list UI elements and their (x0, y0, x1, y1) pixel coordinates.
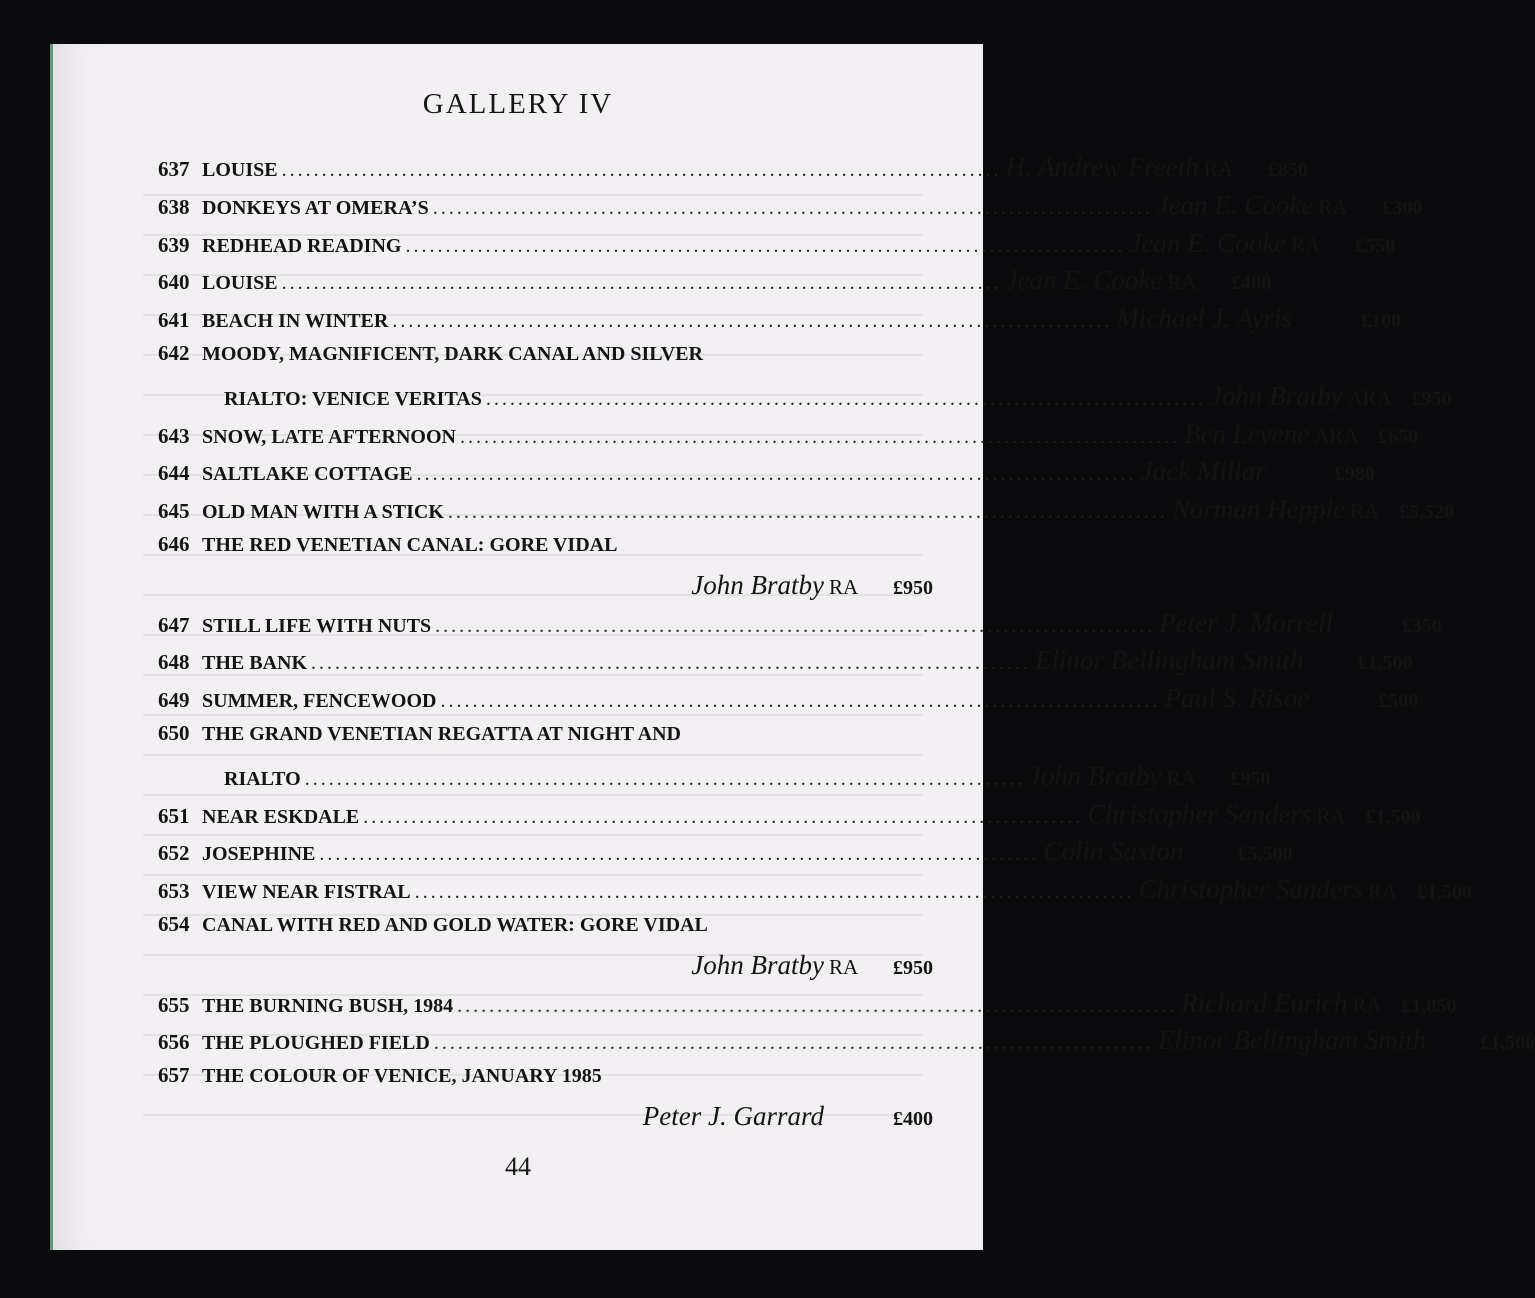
entry-number: 645 (158, 499, 190, 524)
entry-title-continued: RIALTO (224, 767, 301, 790)
catalogue-entry (158, 721, 933, 759)
entry-title: LOUISE (202, 272, 278, 295)
price: £950 (893, 576, 933, 599)
leader-dots: .......................................................................................... (432, 196, 1153, 219)
entry-number: 637 (158, 157, 190, 181)
artist-name: John Bratby (1028, 760, 1162, 791)
artist-name: John Bratby (691, 569, 824, 600)
price: £350 (1401, 614, 1442, 637)
leader-dots: .......................................................................................... (416, 463, 1137, 486)
catalogue-entry (158, 645, 1413, 683)
entry-number: 650 (158, 721, 190, 745)
artist-name: Peter J. Morrell (1159, 607, 1333, 638)
artist-name: Christopher Sanders (1138, 874, 1363, 905)
price: £500 (1378, 690, 1419, 713)
entry-title: LOUISE (202, 159, 278, 181)
price: £1,500 (1357, 652, 1413, 675)
entry-title: NEAR ESKDALE (202, 805, 360, 828)
artist-name: H. Andrew Freeth (1005, 152, 1199, 182)
artist-name: Jean E. Cooke (1129, 227, 1287, 258)
entry-number: 648 (158, 650, 190, 675)
artist-name: Ben Levene (1183, 418, 1310, 449)
price: £1,500 (1480, 1032, 1535, 1055)
entry-number: 640 (158, 270, 190, 295)
artist-honour: RA (1318, 194, 1348, 219)
catalogue-entry (158, 189, 1423, 228)
catalogue-entry (158, 303, 1402, 341)
artist-honour: RA (1352, 992, 1382, 1017)
artist-name: Jean E. Cooke (1005, 265, 1163, 296)
entry-title: THE GRAND VENETIAN REGATTA AT NIGHT AND (202, 723, 681, 745)
catalogue-entry (224, 380, 1452, 419)
price: £400 (1231, 272, 1272, 295)
artist-name: Christopher Sanders (1087, 798, 1312, 829)
leader-dots: .......................................................................................... (447, 501, 1168, 524)
entry-title-continued: RIALTO: VENICE VERITAS (224, 387, 482, 410)
price: £980 (1334, 463, 1375, 486)
price: £100 (1361, 310, 1402, 333)
catalogue-entry (158, 950, 933, 988)
entry-number: 639 (158, 232, 190, 257)
price: £1,850 (1401, 994, 1457, 1017)
entry-number: 651 (158, 803, 190, 828)
price: £950 (1411, 387, 1452, 410)
catalogue-entry (158, 1063, 933, 1101)
artist-name: Jack Millar (1140, 456, 1266, 487)
entry-title: THE PLOUGHED FIELD (202, 1032, 430, 1055)
leader-dots: .......................................................................................... (435, 614, 1156, 637)
price: £950 (893, 956, 933, 979)
artist-honour: RA (1203, 157, 1233, 181)
entry-title: SALTLAKE COTTAGE (202, 463, 413, 486)
entry-number: 643 (158, 423, 190, 448)
catalogue-entry (158, 798, 1421, 837)
entry-title: BEACH IN WINTER (202, 310, 389, 333)
leader-dots: .......................................................................................... (414, 881, 1135, 904)
artist-honour: RA (1316, 803, 1346, 828)
artist-name: Elinor Bellingham Smith (1035, 645, 1304, 676)
entry-title: SUMMER, FENCEWOOD (202, 690, 437, 713)
leader-dots: .......................................................................................... (319, 843, 1040, 866)
artist-name: Colin Saxton (1043, 836, 1184, 867)
entry-number: 656 (158, 1030, 190, 1055)
entry-number: 654 (158, 912, 190, 936)
entry-title: JOSEPHINE (202, 843, 316, 866)
catalogue-entry (158, 683, 1419, 721)
price: £1,500 (1416, 881, 1472, 904)
entry-number: 644 (158, 461, 190, 486)
catalogue-entry (158, 1101, 933, 1139)
leader-dots: .......................................................................................... (433, 1032, 1154, 1055)
entry-number: 646 (158, 532, 190, 556)
leader-dots: .......................................................................................... (363, 805, 1084, 828)
artist-name: Norman Hepple (1171, 494, 1346, 525)
entry-title: THE BANK (202, 652, 308, 675)
artist-honour: RA (1291, 232, 1321, 257)
leader-dots: .......................................................................................... (392, 310, 1113, 333)
entry-number: 647 (158, 612, 190, 637)
entry-title: THE RED VENETIAN CANAL: GORE VIDAL (202, 534, 618, 556)
artist-name: Richard Eurich (1181, 987, 1348, 1018)
leader-dots: .......................................................................................... (405, 234, 1126, 257)
artist-name: John Bratby (691, 949, 824, 980)
entry-title: THE COLOUR OF VENICE, JANUARY 1985 (202, 1065, 602, 1088)
entry-number: 649 (158, 688, 190, 713)
catalogue-entry (158, 912, 933, 950)
leader-dots: .......................................................................................... (311, 652, 1032, 675)
entry-number: 641 (158, 308, 190, 333)
catalogue-entry (158, 341, 933, 379)
catalogue-entry (158, 456, 1375, 494)
entry-title: OLD MAN WITH A STICK (202, 501, 444, 524)
artist-honour: RA (1167, 270, 1197, 295)
artist-name: Paul S. Risoe (1164, 683, 1310, 714)
entry-number: 653 (158, 879, 190, 904)
artist-name: John Bratby (1209, 380, 1343, 411)
entry-number: 655 (158, 992, 190, 1017)
catalogue-entry (158, 987, 1457, 1026)
leader-dots: .......................................................................................... (304, 767, 1025, 790)
catalogue-entry (158, 265, 1272, 303)
page-number: 44 (505, 1152, 531, 1181)
catalogue-entry (158, 874, 1472, 912)
leader-dots: .......................................................................................... (281, 272, 1002, 295)
entry-title: DONKEYS AT OMERA’S (202, 196, 429, 219)
entry-title: CANAL WITH RED AND GOLD WATER: GORE VIDAL (202, 914, 708, 936)
leader-dots: .......................................................................................... (281, 159, 1002, 181)
artist-name: Michael J. Ayris (1116, 303, 1293, 334)
catalogue-entry (158, 418, 1419, 457)
catalogue-entry (158, 607, 1442, 646)
entry-number: 657 (158, 1063, 190, 1088)
entry-title: MOODY, MAGNIFICENT, DARK CANAL AND SILVER (202, 343, 703, 365)
artist-honour: RA (829, 954, 859, 979)
artist-honour: RA (1367, 879, 1398, 904)
artist-honour: RA (829, 574, 859, 599)
artist-honour: ARA (1347, 385, 1392, 410)
entry-title: REDHEAD READING (202, 234, 402, 257)
entry-number: 642 (158, 341, 190, 365)
price: £5,500 (1237, 843, 1293, 866)
leader-dots: .......................................................................................... (459, 425, 1180, 448)
artist-name: Elinor Bellingham Smith (1157, 1025, 1427, 1056)
artist-name: Peter J. Garrard (642, 1101, 824, 1131)
artist-honour: RA (1166, 765, 1196, 790)
entry-title: THE BURNING BUSH, 1984 (202, 994, 454, 1017)
catalogue-entry (158, 836, 1293, 874)
price: £1,500 (1365, 805, 1421, 828)
entry-number: 652 (158, 841, 190, 866)
catalogue-entry (158, 494, 1455, 532)
price: £300 (1382, 196, 1423, 219)
artist-honour: ARA (1314, 423, 1359, 448)
price: £5,520 (1399, 501, 1455, 524)
entry-title: SNOW, LATE AFTERNOON (202, 425, 456, 448)
catalogue-page (50, 44, 1535, 1250)
price: £950 (1230, 767, 1271, 790)
price: £550 (1355, 234, 1396, 257)
artist-name: Jean E. Cooke (1156, 189, 1314, 220)
catalogue-entry (224, 760, 1271, 799)
price: £650 (1378, 425, 1419, 448)
leader-dots: .......................................................................................... (485, 387, 1206, 410)
entry-number: 638 (158, 194, 190, 219)
catalogue-entry (158, 532, 933, 570)
catalogue-entry (158, 1025, 1535, 1063)
entry-title: STILL LIFE WITH NUTS (202, 614, 432, 637)
catalogue-entry (158, 152, 1308, 190)
price: £850 (1267, 159, 1308, 181)
artist-honour: RA (1350, 499, 1380, 524)
catalogue-entry (158, 570, 933, 608)
leader-dots: .......................................................................................... (440, 690, 1161, 713)
price: £400 (893, 1108, 933, 1130)
entry-title: VIEW NEAR FISTRAL (202, 881, 411, 904)
catalogue-entry (158, 227, 1396, 266)
page-title: GALLERY IV (422, 88, 614, 120)
leader-dots: .......................................................................................... (457, 994, 1178, 1017)
